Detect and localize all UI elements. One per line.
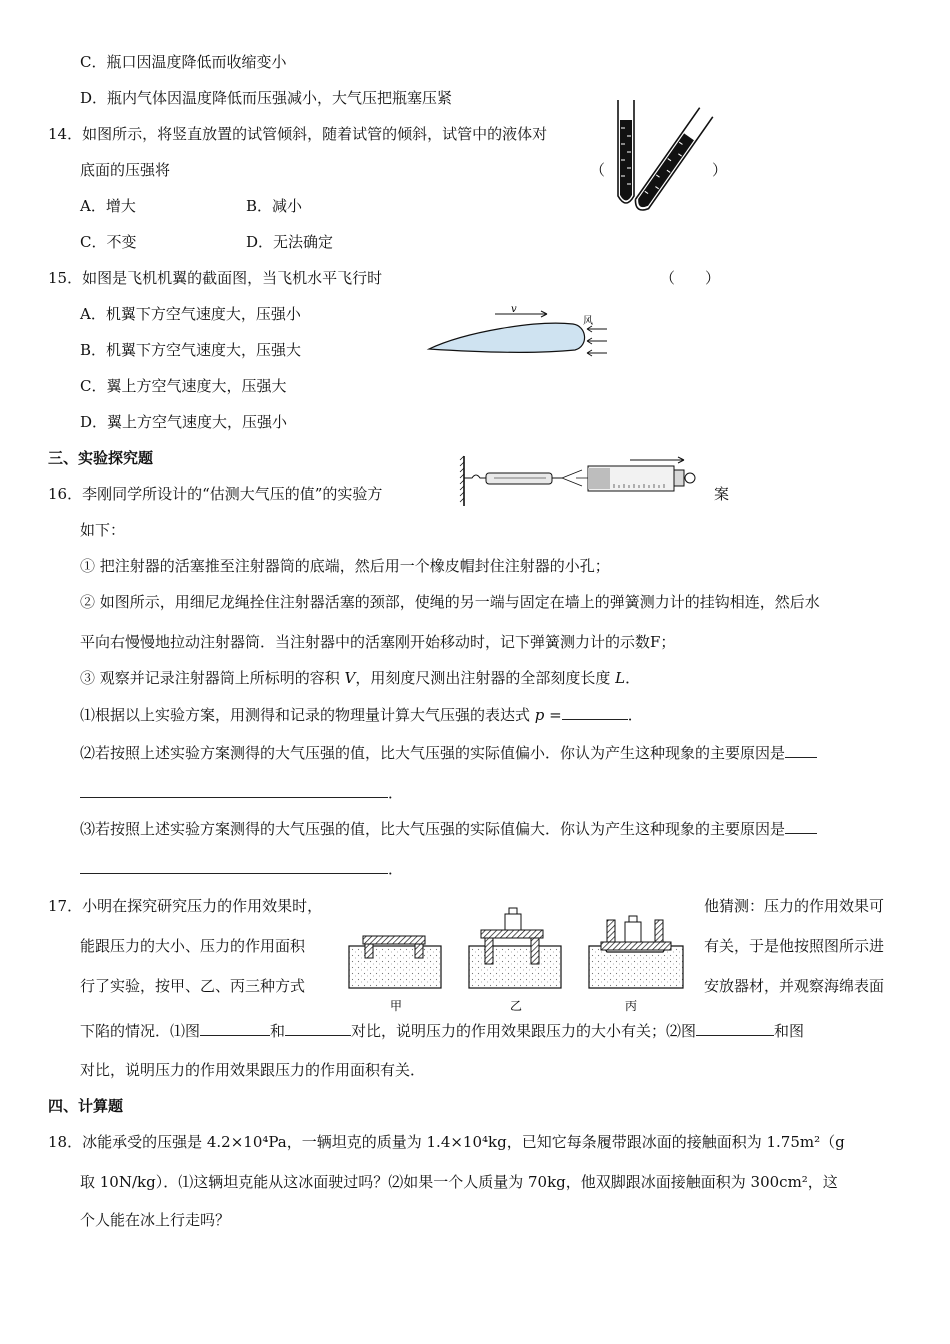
q15-option-a: A．机翼下方空气速度大，压强小 [80, 305, 301, 323]
airfoil-shape [429, 323, 585, 352]
q16-sub-3-text: ⑶若按照上述实验方案测得的大气压强的值，比大气压强的实际值偏大．你认为产生这种现象的主要原因是 [80, 820, 786, 838]
q18-line2: 取 10N/kg）．⑴这辆坦克能从这冰面驶过吗？⑵如果一个人质量为 70kg，他双脚跟冰面接触面积为 300cm²，这 [80, 1173, 838, 1191]
q16-sub-2-line2 [80, 782, 403, 803]
q16-sub-3-answer-blank-start[interactable] [785, 818, 817, 834]
q16-step-1: ① 把注射器的活塞推至注射器筒的底端，然后用一个橡皮帽封住注射器的小孔； [80, 557, 610, 575]
q16-sub-1-equals: = [544, 706, 562, 724]
vertical-test-tube [618, 100, 634, 203]
q16-stem: 16．李刚同学所设计的“估测大气压的值”的实验方 [48, 485, 383, 503]
q16-step-3 [80, 668, 640, 688]
velocity-label: v [511, 304, 517, 315]
q13-option-c: C．瓶口因温度降低而收缩变小 [80, 53, 287, 71]
q16-sub-3-end: ． [388, 860, 404, 878]
q16-sub-1-end: ． [627, 706, 643, 724]
q16-sub-3-answer-blank[interactable] [80, 858, 388, 874]
q18-line1: 18．冰能承受的压强是 4.2×10⁴Pa，一辆坦克的质量为 1.4×10⁴kg，已知它每条履带跟冰面的接触面积为 1.75m²（g [48, 1133, 845, 1151]
q17-line4-and: 和 [270, 1022, 286, 1040]
spring-scale [486, 473, 552, 484]
syringe-experiment-figure [460, 456, 705, 508]
setup-yi [469, 908, 561, 988]
q16-sub-1-answer-blank[interactable] [562, 704, 628, 720]
q16-step-3-text-mid: ，用刻度尺测出注射器的全部刻度长度 [355, 669, 616, 687]
wind-arrows [587, 326, 607, 356]
q16-sub-3 [80, 818, 817, 839]
q16-sub-2-answer-blank[interactable] [80, 782, 388, 798]
q18-line3: 个人能在冰上行走吗？ [80, 1211, 231, 1229]
setup-jia [349, 936, 441, 988]
section-4-heading: 四、计算题 [48, 1097, 124, 1115]
q17-line4-text-mid: 对比，说明压力的作用效果跟压力的大小有关；⑵图 [351, 1022, 697, 1040]
wind-label: 风 [583, 316, 593, 327]
q17-answer-blank-2[interactable] [285, 1020, 351, 1036]
q15-option-c: C．翼上方空气速度大，压强大 [80, 377, 287, 395]
q16-intro: 如下： [80, 521, 126, 539]
setup-bing [589, 916, 683, 988]
q14-answer-paren-open: （ [590, 161, 606, 179]
q14-option-c: C．不变 [80, 233, 137, 251]
q14-option-a: A．增大 [80, 197, 136, 215]
q16-sub-2-text: ⑵若按照上述实验方案测得的大气压强的值，比大气压强的实际值偏小．你认为产生这种现象的主要原因是 [80, 744, 786, 762]
q14-option-d: D．无法确定 [246, 233, 334, 251]
pressure-symbol: p [534, 706, 545, 724]
q17-line1-left: 17．小明在探究研究压力的作用效果时， [48, 897, 323, 915]
q13-option-d: D．瓶内气体因温度降低而压强减小，大气压把瓶塞压紧 [80, 89, 453, 107]
volume-symbol: V [344, 669, 356, 687]
q16-step-2-line1: ② 如图所示，用细尼龙绳拴住注射器活塞的颈部，使绳的另一端与固定在墙上的弹簧测力计的挂钩相连，然后水 [80, 593, 820, 611]
q17-line4 [80, 1020, 804, 1041]
q16-step-3-text: ③ 观察并记录注射器筒上所标明的容积 [80, 669, 345, 687]
test-tube-figure [612, 100, 702, 212]
q15-answer-paren: （ ） [660, 269, 721, 287]
q17-line5: 对比，说明压力的作用效果跟压力的作用面积有关． [80, 1061, 426, 1079]
figure-label-bing: 丙 [625, 999, 638, 1013]
q17-line4-end: 和图 [774, 1022, 805, 1040]
q17-line3-right: 安放器材，并观察海绵表面 [704, 977, 885, 995]
q16-sub-1-text: ⑴根据以上实验方案，用测得和记录的物理量计算大气压强的表达式 [80, 706, 535, 724]
q17-line3-left: 行了实验，按甲、乙、丙三种方式 [80, 977, 306, 995]
q15-option-d: D．翼上方空气速度大，压强小 [80, 413, 288, 431]
q16-sub-1 [80, 704, 643, 725]
q14-answer-paren-close: ） [712, 161, 728, 179]
sponge-experiment-figure [345, 906, 695, 1014]
figure-label-yi: 乙 [510, 999, 523, 1013]
length-symbol: L [615, 669, 626, 687]
q16-stem-end: 案 [714, 485, 730, 503]
q16-step-2-line2: 平向右慢慢地拉动注射器筒．当注射器中的活塞刚开始移动时，记下弹簧测力计的示数F； [80, 633, 676, 651]
q16-sub-3-line2 [80, 858, 403, 879]
q16-sub-2-end: ． [388, 784, 404, 802]
q16-sub-2 [80, 742, 817, 763]
q17-line1-right: 他猜测：压力的作用效果可 [704, 897, 885, 915]
q17-answer-blank-3[interactable] [696, 1020, 774, 1036]
q17-answer-blank-1[interactable] [200, 1020, 270, 1036]
figure-label-jia: 甲 [390, 999, 403, 1013]
q14-stem-line2: 底面的压强将 [80, 161, 171, 179]
q15-stem: 15．如图是飞机机翼的截面图，当飞机水平飞行时 [48, 269, 383, 287]
q17-line2-left: 能跟压力的大小、压力的作用面积 [80, 937, 306, 955]
q14-stem-line1: 14．如图所示，将竖直放置的试管倾斜，随着试管的倾斜，试管中的液体对 [48, 125, 548, 143]
q17-line4-text: 下陷的情况．⑴图 [80, 1022, 201, 1040]
q16-sub-2-answer-blank-start[interactable] [785, 742, 817, 758]
q14-option-b: B．减小 [246, 197, 303, 215]
tilted-test-tube [632, 108, 713, 214]
q16-step-3-end: ． [625, 669, 641, 687]
airfoil-figure [425, 302, 615, 372]
section-3-heading: 三、实验探究题 [48, 449, 154, 467]
q17-line2-right: 有关，于是他按照图所示进 [704, 937, 885, 955]
q15-option-b: B．机翼下方空气速度大，压强大 [80, 341, 302, 359]
